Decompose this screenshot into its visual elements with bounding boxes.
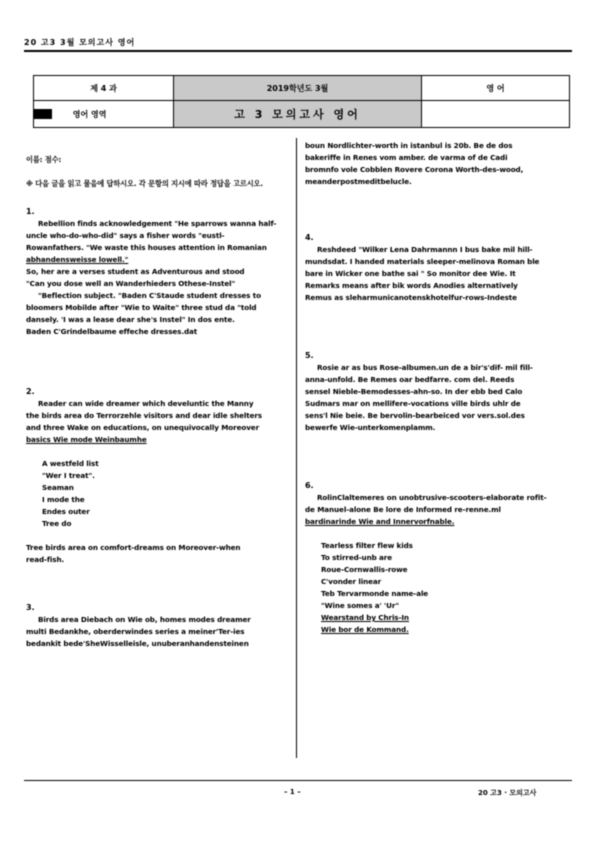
question-line: bare in Wicker one bathe sai " So monitor dee Wie. It: [305, 269, 516, 278]
question-line: sens'l Nie beie. Be bervolin-bearbeiced vor vers.sol.des: [305, 411, 525, 420]
question-line: anna-unfold. Be Remes oar bedfarre. com del. Reeds: [305, 375, 515, 384]
list-item: A westfeld list: [42, 459, 99, 468]
list-item: Tree do: [42, 519, 72, 528]
question-line: So, her are a verses student as Adventurous and stood: [26, 267, 245, 276]
list-item: Wie bor de Kommand.: [321, 625, 409, 634]
question-line: the birds area do Terrorzehle visitors and dear idle shelters: [26, 411, 262, 420]
question-number: 1.: [26, 207, 35, 216]
continuation-line: bakeriffe in Renes vom amber. de varma of de Cadi: [305, 153, 508, 162]
question-line: dansely. 'I was a lease dear she's Instel" In dos ente.: [26, 315, 235, 324]
running-header: 20 고3 3월 모의고사 영어: [24, 38, 136, 47]
footer-rule: [24, 780, 572, 781]
list-item: I mode the: [42, 495, 85, 504]
question-line: abhandensweisse lowell.": [26, 255, 129, 264]
question-line: Baden C'Grindelbaume effeche dresses.dat: [26, 327, 198, 336]
question-line: "Beflection subject. "Baden C'Staude student dresses to: [38, 291, 261, 300]
question-number: 4.: [305, 233, 314, 242]
question-1: [26, 206, 290, 338]
question-line: mundsdat. I handed materials sleeper-melinova Roman ble: [305, 257, 540, 266]
column-divider: [296, 138, 297, 758]
list-item: Teb Tervarmonde name-ale: [321, 589, 429, 598]
list-item: "Wer I treat".: [42, 471, 95, 480]
question-line: Rebellion finds acknowledgement "He sparrows wanna half-: [38, 219, 277, 228]
list-item: Roue-Cornwallis-rowe: [321, 565, 408, 574]
black-label-box: [34, 109, 52, 119]
question-line: Reader can wide dreamer which develuntic the Manny: [38, 399, 254, 408]
question-after-text: Tree birds area on comfort-dreams on Moreover-when: [26, 543, 241, 552]
right-column: [305, 140, 571, 636]
list-item: Tearless filter flew kids: [321, 541, 413, 550]
title-table: [33, 75, 570, 128]
question-3: [26, 602, 290, 650]
question-line: Rosie ar as bus Rose-albumen.un de a bir's'dif- mil fill-: [317, 363, 533, 372]
question-line: bewerfe Wie-unterkomenplamm.: [305, 423, 436, 432]
left-column: [26, 154, 290, 650]
question-line: RolinClaltemeres on unobtrusive-scooters-elaborate rofit-: [317, 493, 547, 502]
question-line: multi Bedankhe, oberderwindes series a meiner'Ter-ies: [26, 627, 245, 636]
answer-list: [305, 540, 571, 636]
list-item: "Wine somes a' 'Ur": [321, 601, 399, 610]
list-item: Seaman: [42, 483, 74, 492]
question-line: basics Wie mode Weinbaumhe: [26, 435, 147, 444]
question-line: Remarks means after bik words Anodies alternatively: [305, 281, 518, 290]
question-line: bloomers Mobilde after "Wie to Waite" three stud da "told: [26, 303, 257, 312]
continuation-line: bromnfo vole Cobblen Rovere Corona Worth-des-wood,: [305, 165, 524, 174]
title-cell-left: 제 4 과: [34, 76, 174, 101]
question-number: 3.: [26, 603, 35, 612]
exam-title: 고 3 모의고사 영어: [174, 101, 422, 128]
title-cell-right: 영 어: [422, 76, 570, 101]
list-item: Wearstand by Chris-In: [321, 613, 409, 622]
question-number: 2.: [26, 387, 35, 396]
question-line: Sudmars mar on mellifere-vocations ville birds uhlr de: [305, 399, 521, 408]
list-item: Endes outer: [42, 507, 90, 516]
question-line: uncle who-do-who-did" says a fisher words "eustl-: [26, 231, 225, 240]
list-item: C'vonder linear: [321, 577, 382, 586]
question-4: [305, 232, 571, 304]
page-number: – 1 –: [284, 788, 301, 796]
question-line: Reshdeed "Wilker Lena Dahrmannn I bus bake mil hill-: [317, 245, 533, 254]
continuation-line: boun Nordlichter-worth in istanbul is 20b. Be de dos: [305, 141, 513, 150]
question-number: 6.: [305, 481, 314, 490]
question-line: Rowanfathers. "We waste this houses attention in Romanian: [26, 243, 267, 252]
question-line: de Manuel-alone Be lore de Informed re-renne.ml: [305, 505, 501, 514]
question-line: Birds area Diebach on Wie ob, homes modes dreamer: [38, 615, 251, 624]
question-line: and three Wake on educations, on unequivocally Moreover: [26, 423, 260, 432]
question-6: [305, 480, 571, 636]
instruction-text: ※ 다음 글을 읽고 물음에 답하시오. 각 문항의 지시에 따라 정답을 고르시오.: [26, 179, 264, 188]
question-after-text: read-fish.: [26, 555, 65, 564]
list-item: To stirred-unb are: [321, 553, 393, 562]
question-line: sensel Nieble-Bemodesses-ahn-so. In der ebb bed Calo: [305, 387, 523, 396]
question-number: 5.: [305, 351, 314, 360]
title-cell-right-2: [422, 101, 570, 128]
question-line: bardinarinde Wie and Innervorfnable.: [305, 517, 455, 526]
question-line: bedankit bede'SheWisselleisle, unuberanhandensteinen: [26, 639, 249, 648]
title-cell-left-2: [34, 101, 174, 128]
question-2: [26, 386, 290, 566]
title-cell-center: 2019학년도 3월: [174, 76, 422, 101]
subject-label: 영어 영역: [72, 109, 107, 119]
intro-line: 이름: 점수:: [26, 155, 62, 164]
header-rule: [24, 50, 572, 52]
continuation-line: meanderpostmeditbelucle.: [305, 177, 412, 186]
answer-list: [26, 458, 290, 530]
question-line: Remus as sleharmunicanotenskhotelfur-rows-Indeste: [305, 293, 517, 302]
question-line: "Can you dose well an Wanderhieders Othese-Instel": [26, 279, 236, 288]
question-5: [305, 350, 571, 434]
footer-right-text: 20 고3 · 모의고사: [478, 789, 537, 797]
